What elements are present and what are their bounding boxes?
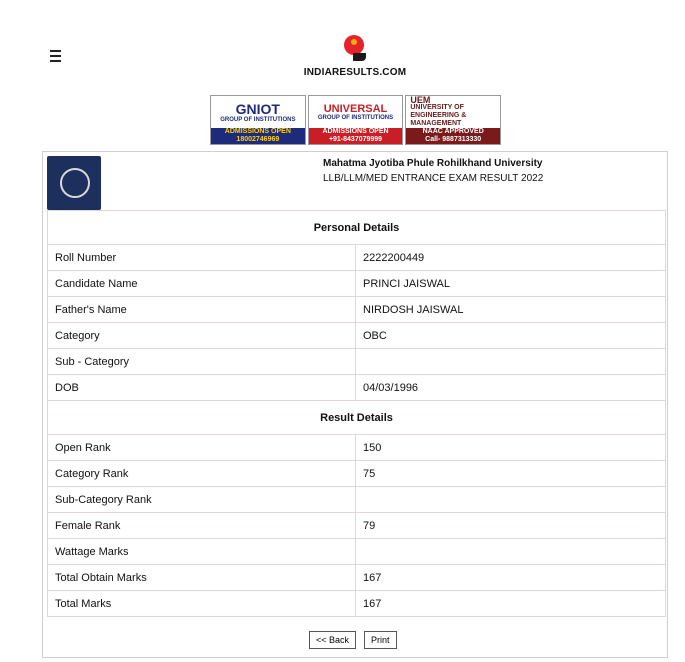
row-value: PRINCI JAISWAL <box>356 271 666 297</box>
row-value <box>356 349 666 375</box>
row-value: 167 <box>356 591 666 617</box>
print-button[interactable]: Print <box>364 631 397 649</box>
back-button[interactable]: << Back <box>309 631 356 649</box>
ad-uem[interactable] <box>405 95 501 145</box>
row-label: Roll Number <box>48 245 356 271</box>
row-value <box>356 539 666 565</box>
logo-mark-icon <box>344 35 366 57</box>
table-row <box>48 435 666 461</box>
table-row <box>48 461 666 487</box>
university-logo-icon <box>47 156 101 210</box>
ad-sub: UNIVERSITY OF ENGINEERING & MANAGEMENT <box>410 104 467 127</box>
row-value: 04/03/1996 <box>356 375 666 401</box>
row-label: Candidate Name <box>48 271 356 297</box>
result-table <box>47 210 666 617</box>
ad-name: GNIOT <box>235 101 280 117</box>
row-label: Female Rank <box>48 513 356 539</box>
row-label: Sub - Category <box>48 349 356 375</box>
ad-line1: NAAC APPROVED <box>422 128 484 135</box>
section-heading: Personal Details <box>48 211 666 245</box>
row-value: OBC <box>356 323 666 349</box>
ad-sub: GROUP OF INSTITUTIONS <box>317 115 394 121</box>
row-label: DOB <box>48 375 356 401</box>
university-name: Mahatma Jyotiba Phule Rohilkhand University <box>323 158 543 169</box>
section-header-row <box>48 211 666 245</box>
table-row <box>48 271 666 297</box>
table-row <box>48 323 666 349</box>
table-row <box>48 245 666 271</box>
table-row <box>48 349 666 375</box>
ad-line2: Call- 9887313330 <box>425 136 482 143</box>
row-label: Category Rank <box>48 461 356 487</box>
ad-line2: +91-8437079999 <box>328 136 383 143</box>
row-label: Total Obtain Marks <box>48 565 356 591</box>
table-row <box>48 487 666 513</box>
row-label: Father's Name <box>48 297 356 323</box>
ad-name: UEM <box>410 95 431 105</box>
ad-name: UNIVERSAL <box>323 103 388 115</box>
row-label: Category <box>48 323 356 349</box>
row-value: 150 <box>356 435 666 461</box>
exam-title: LLB/LLM/MED ENTRANCE EXAM RESULT 2022 <box>323 173 544 184</box>
ad-banner <box>210 95 501 145</box>
action-buttons <box>309 631 397 649</box>
table-row <box>48 565 666 591</box>
table-row <box>48 591 666 617</box>
ad-universal[interactable] <box>308 95 404 145</box>
row-value: 75 <box>356 461 666 487</box>
section-heading: Result Details <box>48 401 666 435</box>
table-row <box>48 513 666 539</box>
ad-line2: 18002746969 <box>236 136 280 143</box>
row-value <box>356 487 666 513</box>
table-row <box>48 375 666 401</box>
row-value: 79 <box>356 513 666 539</box>
logo-wordmark: INDIARESULTS.COM <box>303 67 407 78</box>
section-header-row <box>48 401 666 435</box>
row-value: 2222200449 <box>356 245 666 271</box>
ad-line1: ADMISSIONS OPEN <box>322 128 389 135</box>
table-row <box>48 297 666 323</box>
row-value: 167 <box>356 565 666 591</box>
ad-line1: ADMISSIONS OPEN <box>224 128 291 135</box>
result-card <box>42 151 668 658</box>
site-logo[interactable] <box>300 35 410 90</box>
row-value: NIRDOSH JAISWAL <box>356 297 666 323</box>
row-label: Sub-Category Rank <box>48 487 356 513</box>
table-row <box>48 539 666 565</box>
hamburger-menu-icon[interactable] <box>50 50 61 62</box>
ad-sub: GROUP OF INSTITUTIONS <box>220 117 296 123</box>
row-label: Total Marks <box>48 591 356 617</box>
row-label: Open Rank <box>48 435 356 461</box>
row-label: Wattage Marks <box>48 539 356 565</box>
ad-gniot[interactable] <box>210 95 306 145</box>
